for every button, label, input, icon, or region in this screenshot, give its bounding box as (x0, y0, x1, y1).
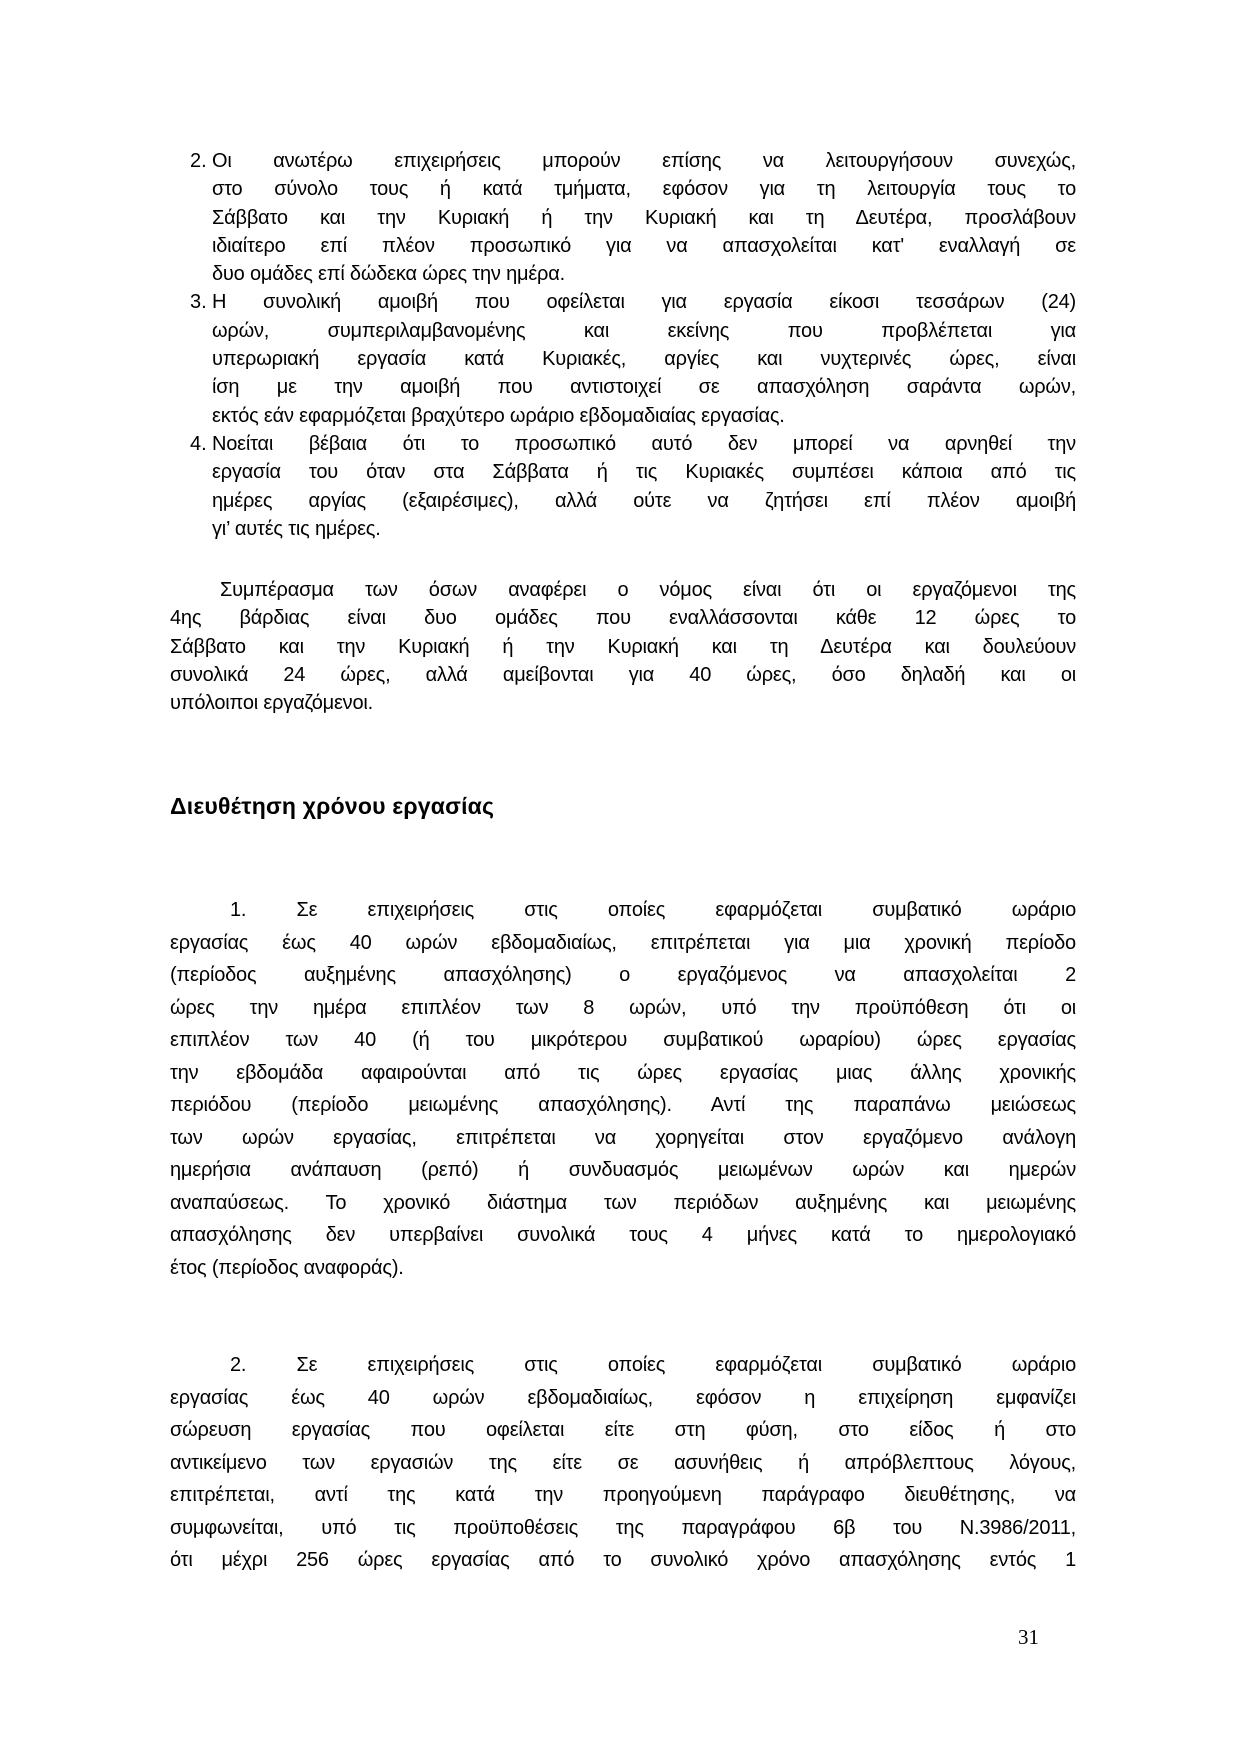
text-line: ωρών, συμπεριλαμβανομένης και εκείνης που προβλέπεται για (212, 319, 1076, 342)
conclusion-paragraph (170, 576, 1076, 717)
text-line: συμφωνείται, υπό τις προϋποθέσεις της παραγράφου 6β του Ν.3986/2011, (170, 1516, 1076, 1539)
text-line: εργασία του όταν στα Σάββατα ή τις Κυριακές συμπέσει κάποια από τις (212, 461, 1076, 484)
text-line: αντικείμενο των εργασιών της είτε σε ασυνήθεις ή απρόβλεπτους λόγους, (170, 1451, 1076, 1474)
text-line: υπόλοιποι εργαζόμενοι. (170, 692, 374, 715)
list-item-number: 3. (190, 291, 207, 314)
text-line: απασχόλησης δεν υπερβαίνει συνολικά τους 4 μήνες κατά το ημερολογιακό (170, 1224, 1076, 1246)
text-line: Οι ανωτέρω επιχειρήσεις μπορούν επίσης να λειτουργήσουν συνεχώς, (212, 150, 1076, 172)
text-line: στο σύνολο τους ή κατά τμήματα, εφόσον για τη λειτουργία τους το (212, 178, 1076, 201)
list-item (170, 430, 1076, 543)
list-item (170, 288, 1076, 429)
text-line: συνολικά 24 ώρες, αλλά αμείβονται για 40 ώρες, όσο δηλαδή και οι (170, 663, 1076, 686)
text-line: 4ης βάρδιας είναι δυο ομάδες που εναλλάσσονται κάθε 12 ώρες το (170, 607, 1076, 630)
text-line: Η συνολική αμοιβή που οφείλεται για εργασία είκοσι τεσσάρων (24) (212, 291, 1076, 314)
list-item-number: 2. (190, 150, 207, 172)
section-heading: Διευθέτηση χρόνου εργασίας (170, 793, 495, 819)
numbered-list (170, 147, 1076, 543)
text-line: 2. Σε επιχειρήσεις στις οποίες εφαρμόζεται συμβατικό ωράριο (230, 1354, 1076, 1376)
numbered-paragraph-1 (170, 894, 1076, 1284)
list-item (170, 147, 1076, 288)
text-line: 1. Σε επιχειρήσεις στις οποίες εφαρμόζεται συμβατικό ωράριο (230, 899, 1076, 921)
text-line: Συμπέρασμα των όσων αναφέρει ο νόμος είναι ότι οι εργαζόμενοι της (220, 579, 1076, 601)
page-number: 31 (1018, 1625, 1039, 1649)
text-line: ίση με την αμοιβή που αντιστοιχεί σε απασχόληση σαράντα ωρών, (212, 376, 1076, 399)
text-line: των ωρών εργασίας, επιτρέπεται να χορηγείται στον εργαζόμενο ανάλογη (170, 1126, 1076, 1149)
numbered-paragraph-2 (170, 1349, 1076, 1577)
text-line: εκτός εάν εφαρμόζεται βραχύτερο ωράριο εβδομαδιαίας εργασίας. (212, 404, 785, 427)
text-line: περιόδου (περίοδο μειωμένης απασχόλησης). Αντί της παραπάνω μειώσεως (170, 1094, 1076, 1116)
text-line: δυο ομάδες επί δώδεκα ώρες την ημέρα. (212, 263, 565, 286)
list-item-number: 4. (190, 432, 207, 455)
text-line: εργασίας έως 40 ωρών εβδομαδιαίως, εφόσον η επιχείρηση εμφανίζει (170, 1386, 1076, 1409)
text-line: ιδιαίτερο επί πλέον προσωπικό για να απασχολείται κατ' εναλλαγή σε (212, 234, 1076, 257)
text-line: υπερωριακή εργασία κατά Κυριακές, αργίες και νυχτερινές ώρες, είναι (212, 348, 1076, 371)
text-line: ημέρες αργίας (εξαιρέσιμες), αλλά ούτε να ζητήσει επί πλέον αμοιβή (212, 489, 1076, 512)
text-line: επιπλέον των 40 (ή του μικρότερου συμβατικού ωραρίου) ώρες εργασίας (170, 1029, 1076, 1051)
text-line: επιτρέπεται, αντί της κατά την προηγούμενη παράγραφο διευθέτησης, να (170, 1484, 1076, 1506)
text-line: έτος (περίοδος αναφοράς). (170, 1256, 404, 1279)
text-line: σώρευση εργασίας που οφείλεται είτε στη φύση, στο είδος ή στο (170, 1419, 1076, 1441)
text-line: ώρες την ημέρα επιπλέον των 8 ωρών, υπό την προϋπόθεση ότι οι (170, 996, 1076, 1019)
text-line: Νοείται βέβαια ότι το προσωπικό αυτό δεν μπορεί να αρνηθεί την (212, 432, 1076, 455)
text-line: (περίοδος αυξημένης απασχόλησης) ο εργαζόμενος να απασχολείται 2 (170, 964, 1076, 986)
text-line: ότι μέχρι 256 ώρες εργασίας από το συνολικό χρόνο απασχόλησης εντός 1 (170, 1549, 1076, 1571)
text-line: αναπαύσεως. Το χρονικό διάστημα των περιόδων αυξημένης και μειωμένης (170, 1191, 1076, 1214)
text-line: Σάββατο και την Κυριακή ή την Κυριακή και τη Δευτέρα, προσλάβουν (212, 206, 1076, 229)
text-line: την εβδομάδα αφαιρούνται από τις ώρες εργασίας μιας άλλης χρονικής (170, 1061, 1076, 1084)
text-line: ημερήσια ανάπαυση (ρεπό) ή συνδυασμός μειωμένων ωρών και ημερών (170, 1159, 1076, 1181)
text-line: εργασίας έως 40 ωρών εβδομαδιαίως, επιτρέπεται για μια χρονική περίοδο (170, 931, 1076, 954)
text-line: γι’ αυτές τις ημέρες. (212, 517, 381, 540)
text-line: Σάββατο και την Κυριακή ή την Κυριακή και τη Δευτέρα και δουλεύουν (170, 635, 1076, 658)
